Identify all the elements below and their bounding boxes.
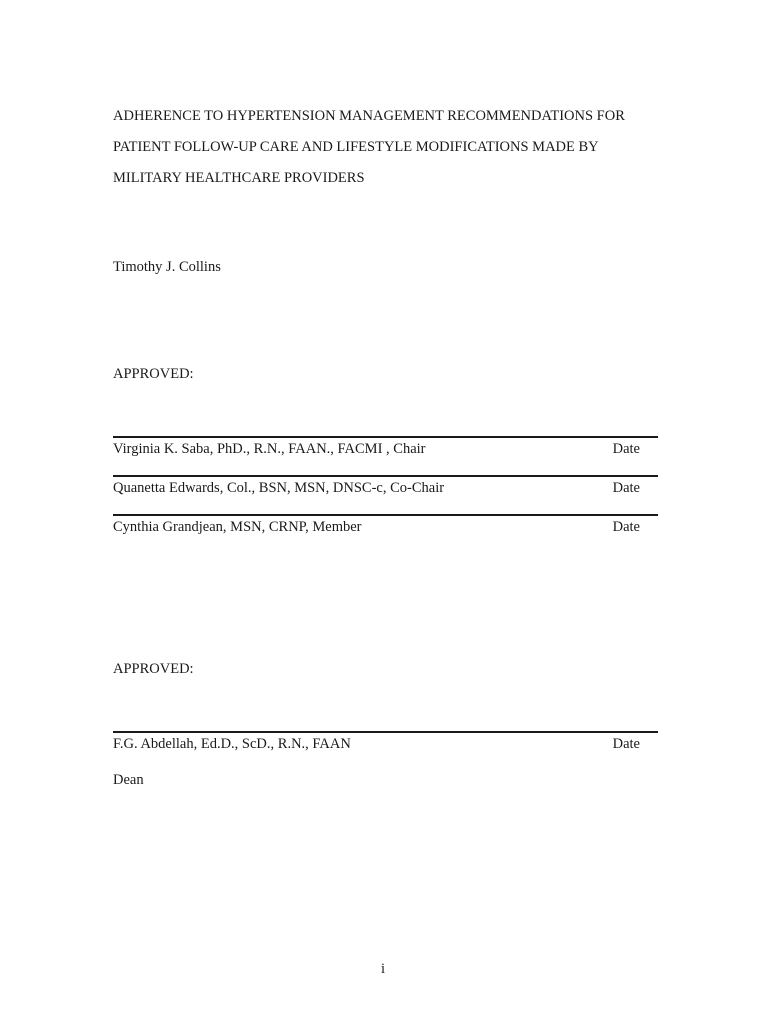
page-number: i [381,961,386,977]
signatory-name: Quanetta Edwards, Col., BSN, MSN, DNSC-c, Co-Chair [113,480,445,496]
signature-rule [113,436,658,438]
approved-heading-1: APPROVED: [113,366,194,382]
date-label: Date [612,736,640,752]
signature-line-member [113,514,658,554]
approved-heading-2: APPROVED: [113,661,194,677]
date-label: Date [612,480,640,496]
signature-line-chair [113,436,658,476]
signatory-name: F.G. Abdellah, Ed.D., ScD., R.N., FAAN [113,736,351,752]
author-name: Timothy J. Collins [113,259,221,275]
signature-rule [113,514,658,516]
title-line-3: MILITARY HEALTHCARE PROVIDERS [113,170,365,186]
title-line-1: ADHERENCE TO HYPERTENSION MANAGEMENT RECOMMENDATIONS FOR [113,108,625,124]
title-line-2: PATIENT FOLLOW-UP CARE AND LIFESTYLE MODIFICATIONS MADE BY [113,139,599,155]
signature-line-co-chair [113,475,658,515]
signatory-name: Virginia K. Saba, PhD., R.N., FAAN., FACMI , Chair [113,441,426,457]
signatory-name: Cynthia Grandjean, MSN, CRNP, Member [113,519,362,535]
signature-rule [113,731,658,733]
signature-line-dean [113,731,658,771]
date-label: Date [612,519,640,535]
date-label: Date [612,441,640,457]
dean-role-label: Dean [113,772,144,788]
signature-rule [113,475,658,477]
